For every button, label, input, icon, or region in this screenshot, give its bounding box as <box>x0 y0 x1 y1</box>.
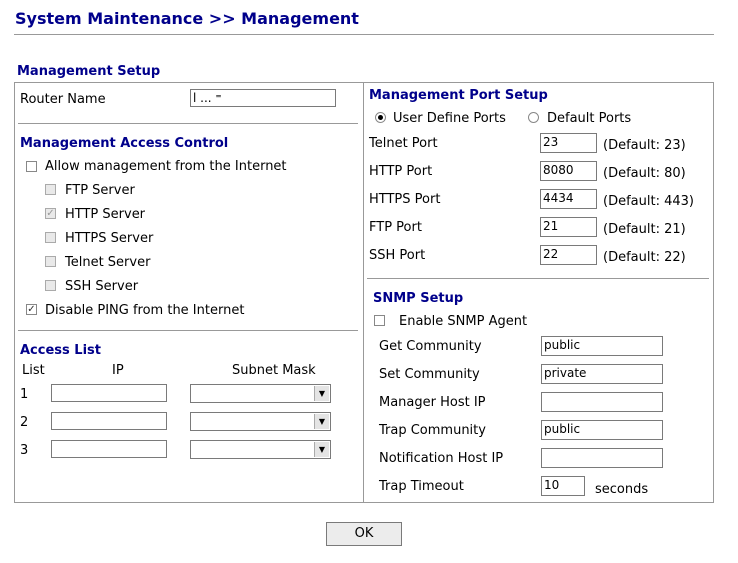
access-list-col-mask: Subnet Mask <box>232 363 316 378</box>
get-community-label: Get Community <box>379 339 482 354</box>
http-server-label: HTTP Server <box>65 207 146 222</box>
access-list-ip-input[interactable] <box>51 412 167 430</box>
ftp-port-default: (Default: 21) <box>603 222 686 237</box>
access-list-ip-input[interactable] <box>51 384 167 402</box>
telnet-server-label: Telnet Server <box>65 255 151 270</box>
access-control-heading: Management Access Control <box>20 136 229 151</box>
trap-community-input[interactable]: public <box>541 420 663 440</box>
router-name-input[interactable]: l ... ⁼ <box>190 89 336 107</box>
manager-host-ip-label: Manager Host IP <box>379 395 486 410</box>
telnet-port-default: (Default: 23) <box>603 138 686 153</box>
get-community-input[interactable]: public <box>541 336 663 356</box>
http-port-label: HTTP Port <box>369 164 433 179</box>
enable-snmp-label: Enable SNMP Agent <box>399 314 528 329</box>
divider <box>367 278 709 279</box>
access-list-mask-select[interactable] <box>190 412 331 431</box>
ftp-server-label: FTP Server <box>65 183 135 198</box>
divider <box>18 123 358 124</box>
default-ports-label: Default Ports <box>547 111 632 126</box>
trap-timeout-unit: seconds <box>595 482 649 497</box>
user-define-ports-radio[interactable] <box>375 112 386 123</box>
enable-snmp-checkbox[interactable] <box>374 315 385 326</box>
https-server-checkbox[interactable] <box>45 232 56 243</box>
manager-host-ip-input[interactable] <box>541 392 663 412</box>
set-community-input[interactable]: private <box>541 364 663 384</box>
management-setup-heading: Management Setup <box>17 64 161 79</box>
notification-host-ip-label: Notification Host IP <box>379 451 504 466</box>
access-list-col-list: List <box>22 363 45 378</box>
http-port-input[interactable]: 8080 <box>540 161 597 181</box>
allow-internet-label: Allow management from the Internet <box>45 159 287 174</box>
dropdown-arrow-icon[interactable]: ▼ <box>314 414 329 429</box>
telnet-port-label: Telnet Port <box>369 136 438 151</box>
https-port-label: HTTPS Port <box>369 192 441 207</box>
trap-timeout-label: Trap Timeout <box>379 479 464 494</box>
access-list-heading: Access List <box>20 343 101 358</box>
trap-community-label: Trap Community <box>379 423 486 438</box>
telnet-server-checkbox[interactable] <box>45 256 56 267</box>
dropdown-arrow-icon[interactable]: ▼ <box>314 442 329 457</box>
divider <box>18 330 358 331</box>
set-community-label: Set Community <box>379 367 480 382</box>
https-port-input[interactable]: 4434 <box>540 189 597 209</box>
ssh-server-label: SSH Server <box>65 279 139 294</box>
https-port-default: (Default: 443) <box>603 194 694 209</box>
notification-host-ip-input[interactable] <box>541 448 663 468</box>
access-list-row-index: 2 <box>20 415 29 430</box>
router-name-label: Router Name <box>20 92 106 107</box>
column-divider <box>363 83 364 502</box>
disable-ping-checkbox[interactable]: ✓ <box>27 304 36 315</box>
default-ports-radio[interactable] <box>528 112 539 123</box>
access-list-row-index: 3 <box>20 443 29 458</box>
access-list-col-ip: IP <box>112 363 124 378</box>
access-list-row-index: 1 <box>20 387 29 402</box>
telnet-port-input[interactable]: 23 <box>540 133 597 153</box>
https-server-label: HTTPS Server <box>65 231 154 246</box>
access-list-mask-select[interactable] <box>190 384 331 403</box>
title-divider <box>14 34 714 35</box>
http-port-default: (Default: 80) <box>603 166 686 181</box>
ftp-server-checkbox[interactable] <box>45 184 56 195</box>
trap-timeout-input[interactable]: 10 <box>541 476 585 496</box>
page-title: System Maintenance >> Management <box>15 9 359 28</box>
ok-button[interactable]: OK <box>326 522 402 546</box>
dropdown-arrow-icon[interactable]: ▼ <box>314 386 329 401</box>
ssh-port-input[interactable]: 22 <box>540 245 597 265</box>
disable-ping-label: Disable PING from the Internet <box>45 303 245 318</box>
ssh-server-checkbox[interactable] <box>45 280 56 291</box>
ssh-port-default: (Default: 22) <box>603 250 686 265</box>
ftp-port-input[interactable]: 21 <box>540 217 597 237</box>
access-list-mask-select[interactable] <box>190 440 331 459</box>
port-setup-heading: Management Port Setup <box>369 88 548 103</box>
allow-internet-checkbox[interactable] <box>26 161 37 172</box>
snmp-heading: SNMP Setup <box>373 291 464 306</box>
user-define-ports-label: User Define Ports <box>393 111 506 126</box>
access-list-ip-input[interactable] <box>51 440 167 458</box>
http-server-checkbox[interactable]: ✓ <box>46 208 55 219</box>
ssh-port-label: SSH Port <box>369 248 426 263</box>
ftp-port-label: FTP Port <box>369 220 422 235</box>
